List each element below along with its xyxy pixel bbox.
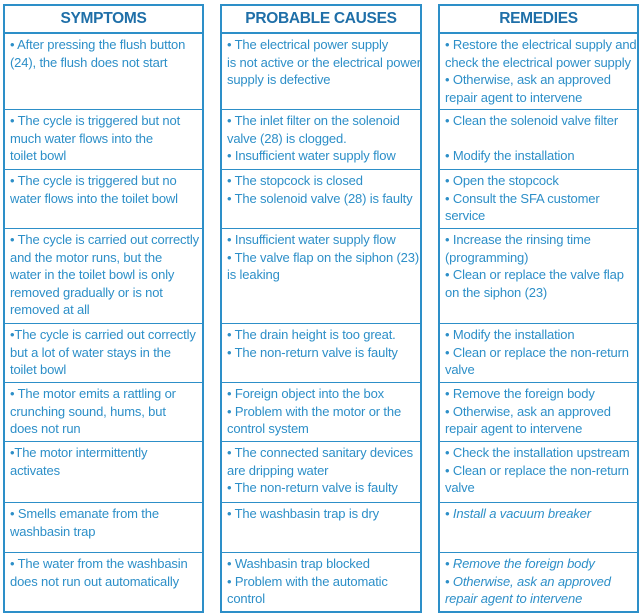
symptom-cell	[5, 34, 202, 109]
cause-line: • The non-return valve is faulty	[227, 344, 398, 360]
remedy-cell	[440, 323, 637, 382]
remedy-line: repair agent to intervene	[445, 89, 583, 105]
cause-line: • The stopcock is closed	[227, 173, 363, 188]
probable-causes-column	[220, 4, 422, 613]
remedy-line: • Clean or replace the non-return	[445, 462, 629, 478]
symptom-cell	[5, 382, 202, 441]
symptom-line: does not run out automatically	[10, 573, 179, 589]
cause-line: • The washbasin trap is dry	[227, 506, 380, 521]
symptoms-header: SYMPTOMS	[5, 6, 202, 34]
symptom-cell	[5, 109, 202, 169]
symptom-line: removed gradually or is not	[10, 284, 163, 300]
symptom-line: but a lot of water stays in the	[10, 344, 171, 360]
remedy-cell	[440, 34, 637, 109]
symptom-line: •The motor intermittently	[10, 445, 148, 460]
symptom-line: does not run	[10, 421, 81, 437]
symptom-line: and the motor runs, but the	[10, 249, 163, 265]
cause-line: • Problem with the automatic	[227, 573, 388, 589]
symptom-cell	[5, 323, 202, 382]
cause-line: • The drain height is too great.	[227, 327, 396, 342]
cause-cell	[222, 552, 420, 611]
remedy-cell	[440, 552, 637, 611]
remedy-line: valve	[445, 362, 475, 378]
remedy-line: • Modify the installation	[445, 148, 575, 164]
cause-line: are dripping water	[227, 462, 329, 478]
cause-line: valve (28) is clogged.	[227, 130, 347, 146]
symptom-line: • After pressing the flush button	[10, 37, 186, 52]
symptom-line: • The water from the washbasin	[10, 556, 188, 571]
remedy-line: • Install a vacuum breaker	[445, 506, 591, 521]
remedy-line	[445, 130, 633, 148]
remedy-cell	[440, 441, 637, 502]
cause-cell	[222, 169, 420, 228]
symptom-cell	[5, 502, 202, 552]
remedy-line: on the siphon (23)	[445, 284, 548, 300]
remedy-line: • Modify the installation	[445, 327, 575, 342]
remedy-line: • Clean the solenoid valve filter	[445, 113, 619, 128]
cause-cell	[222, 228, 420, 323]
remedy-cell	[440, 228, 637, 323]
symptom-line: (24), the flush does not start	[10, 54, 168, 70]
remedy-line: repair agent to intervene	[445, 591, 583, 607]
remedy-line: service	[445, 208, 486, 224]
remedy-cell	[440, 169, 637, 228]
symptom-line: • The cycle is carried out correctly	[10, 232, 199, 247]
remedies-column	[438, 4, 639, 613]
cause-line: • The valve flap on the siphon (23)	[227, 249, 420, 265]
remedy-line: • Increase the rinsing time	[445, 232, 591, 247]
cause-line: control system	[227, 421, 309, 437]
symptom-line: • Smells emanate from the	[10, 506, 159, 521]
cause-line: control	[227, 591, 265, 607]
remedy-line: • Otherwise, ask an approved	[445, 573, 611, 589]
cause-line: • The non-return valve is faulty	[227, 480, 398, 496]
symptom-line: toilet bowl	[10, 148, 67, 164]
remedy-line: • Remove the foreign body	[445, 556, 595, 571]
cause-line: • Insufficient water supply flow	[227, 232, 396, 247]
symptom-line: • The motor emits a rattling or	[10, 386, 176, 401]
remedy-line: repair agent to intervene	[445, 421, 583, 437]
cause-line: • The solenoid valve (28) is faulty	[227, 190, 413, 206]
symptom-line: toilet bowl	[10, 362, 67, 378]
cause-line: • The electrical power supply	[227, 37, 389, 52]
cause-line: • The inlet filter on the solenoid	[227, 113, 400, 128]
remedy-line: • Consult the SFA customer	[445, 190, 600, 206]
symptom-line: washbasin trap	[10, 523, 96, 539]
cause-line: • Washbasin trap blocked	[227, 556, 370, 571]
remedy-line: • Otherwise, ask an approved	[445, 72, 611, 88]
remedy-line: • Restore the electrical supply and	[445, 37, 637, 52]
remedy-line: • Clean or replace the valve flap	[445, 267, 624, 283]
cause-line: • Foreign object into the box	[227, 386, 385, 401]
symptom-cell	[5, 441, 202, 502]
remedy-line: • Remove the foreign body	[445, 386, 595, 401]
cause-cell	[222, 34, 420, 109]
probable-causes-header: PROBABLE CAUSES	[222, 6, 420, 34]
remedy-cell	[440, 109, 637, 169]
symptom-line: activates	[10, 462, 60, 478]
symptom-line: • The cycle is triggered but not	[10, 113, 181, 128]
symptom-line: •The cycle is carried out correctly	[10, 327, 196, 342]
cause-cell	[222, 323, 420, 382]
symptom-cell	[5, 169, 202, 228]
cause-line: is leaking	[227, 267, 280, 283]
symptom-line: • The cycle is triggered but no	[10, 173, 177, 188]
remedy-line: • Clean or replace the non-return	[445, 344, 629, 360]
cause-cell	[222, 109, 420, 169]
symptom-line: removed at all	[10, 302, 90, 318]
symptom-line: much water flows into the	[10, 130, 153, 146]
symptoms-column	[3, 4, 204, 613]
remedy-cell	[440, 382, 637, 441]
remedy-line: (programming)	[445, 249, 529, 265]
cause-line: • The connected sanitary devices	[227, 445, 413, 460]
remedies-header: REMEDIES	[440, 6, 637, 34]
cause-cell	[222, 502, 420, 552]
remedy-cell	[440, 502, 637, 552]
cause-line: supply is defective	[227, 72, 331, 88]
remedy-line: • Otherwise, ask an approved	[445, 403, 611, 419]
cause-cell	[222, 382, 420, 441]
symptom-cell	[5, 552, 202, 611]
remedy-line: • Check the installation upstream	[445, 445, 630, 460]
symptom-line: crunching sound, hums, but	[10, 403, 166, 419]
remedy-line: • Open the stopcock	[445, 173, 559, 188]
symptom-line: water in the toilet bowl is only	[10, 267, 175, 283]
symptom-line: water flows into the toilet bowl	[10, 190, 178, 206]
symptom-cell	[5, 228, 202, 323]
cause-line: • Insufficient water supply flow	[227, 148, 396, 164]
remedy-line: valve	[445, 480, 475, 496]
cause-line: • Problem with the motor or the	[227, 403, 402, 419]
remedy-line: check the electrical power supply	[445, 54, 631, 70]
cause-line: is not active or the electrical power	[227, 54, 421, 70]
cause-cell	[222, 441, 420, 502]
